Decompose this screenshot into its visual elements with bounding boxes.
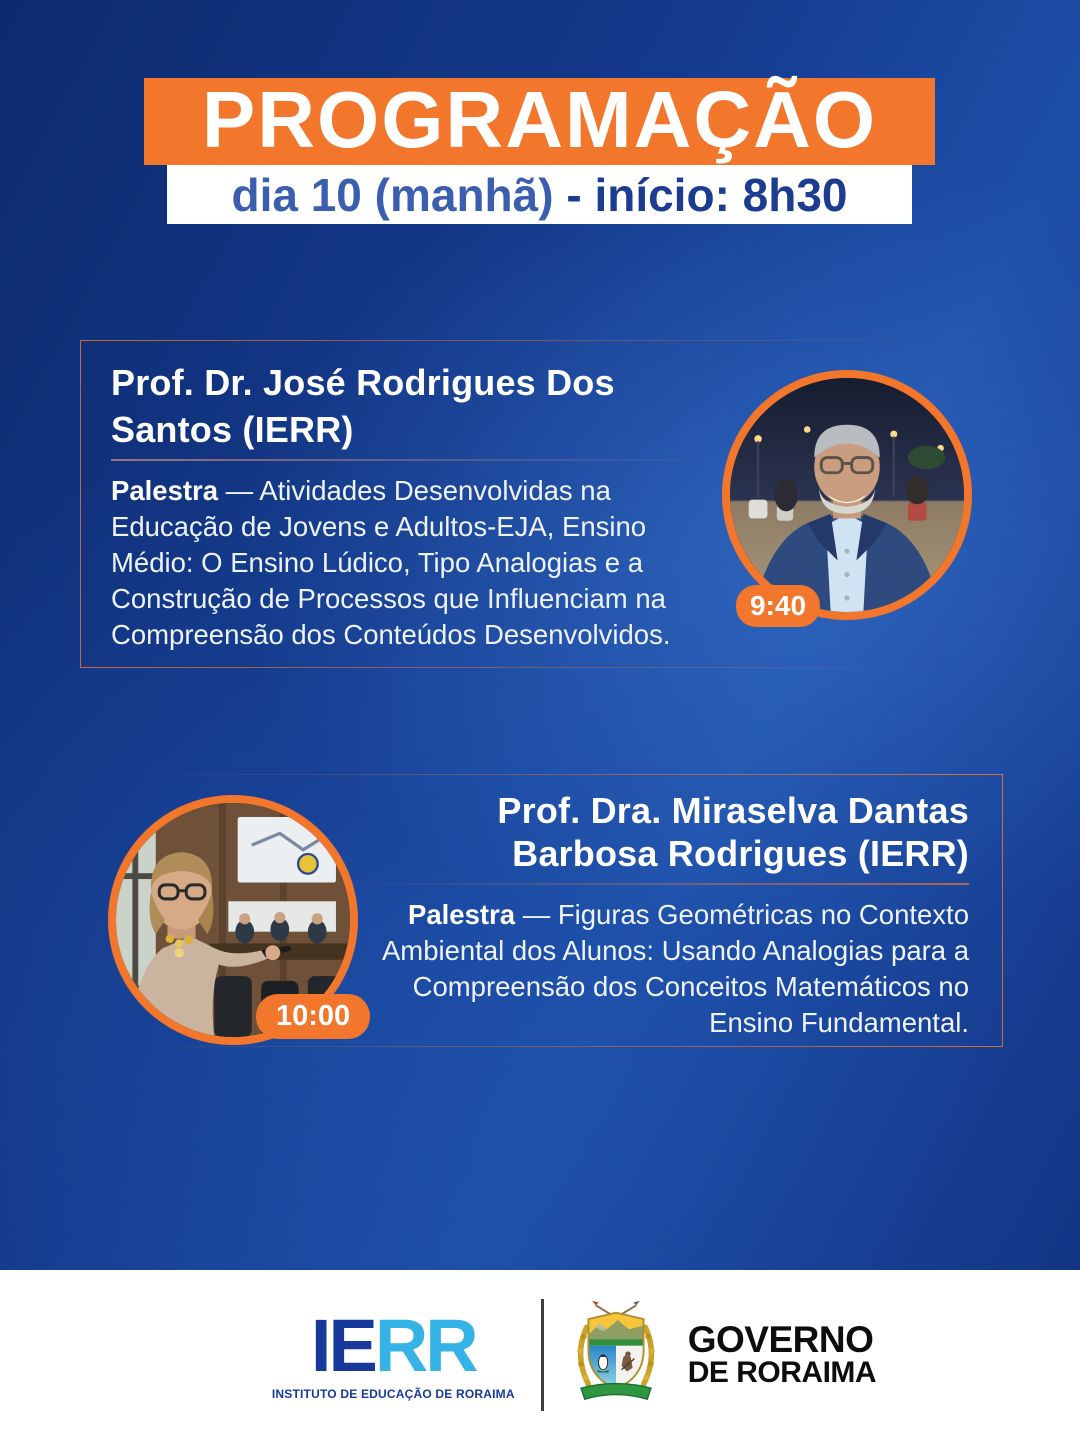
card2-divider <box>349 883 969 885</box>
talk-label-1: Palestra <box>111 475 219 506</box>
talk-text-1: — Atividades Desenvolvidas na Educação de Jovens e Adultos-EJA, Ensino Médio: O Ensino Lúdico, Tipo Analogias e a Construção de Processos que Influenciam na Compreensão dos Conteúdos Desenvolvidos. <box>111 475 671 650</box>
ierr-wordmark <box>310 1304 476 1387</box>
time-badge-1: 9:40 <box>736 585 820 627</box>
governo-roraima-logo <box>687 1319 877 1389</box>
roraima-coat-of-arms-icon <box>570 1297 662 1413</box>
footer <box>0 1270 1080 1440</box>
speaker-1-portrait-illustration <box>730 378 964 612</box>
ierr-logo <box>271 1304 515 1401</box>
talk-label-2: Palestra <box>408 899 516 930</box>
footer-divider <box>541 1299 544 1411</box>
talk-text-2: — Figuras Geométricas no Contexto Ambiental dos Alunos: Usando Analogias para a Compreensão dos Conceitos Matemáticos no Ensino Fundamental. <box>381 899 969 1038</box>
header-title-banner <box>144 74 935 165</box>
time-badge-2: 10:00 <box>256 994 370 1039</box>
governo-line2: DE RORAIMA <box>687 1356 877 1389</box>
ierr-wordmark-rr: RR <box>374 1304 476 1387</box>
speaker-photo-1 <box>722 370 972 620</box>
poster-title: PROGRAMAÇÃO <box>201 74 878 164</box>
speaker-name-2: Prof. Dra. Miraselva Dantas Barbosa Rodrigues (IERR) <box>497 790 969 874</box>
ierr-wordmark-ie: IE <box>310 1304 375 1387</box>
subtitle-day: dia 10 (manhã) <box>231 168 554 221</box>
speaker-name-1: Prof. Dr. José Rodrigues Dos Santos (IERR) <box>111 362 615 450</box>
card1-divider <box>111 459 719 461</box>
governo-line1: GOVERNO <box>687 1319 874 1360</box>
header-subtitle-banner <box>167 165 912 224</box>
talk-description-2 <box>347 897 969 1041</box>
ierr-tagline: INSTITUTO DE EDUCAÇÃO DE RORAIMA <box>271 1387 515 1401</box>
subtitle-start-time: - início: 8h30 <box>553 168 848 221</box>
footer-logos <box>272 1297 876 1413</box>
talk-description-1 <box>111 473 723 653</box>
